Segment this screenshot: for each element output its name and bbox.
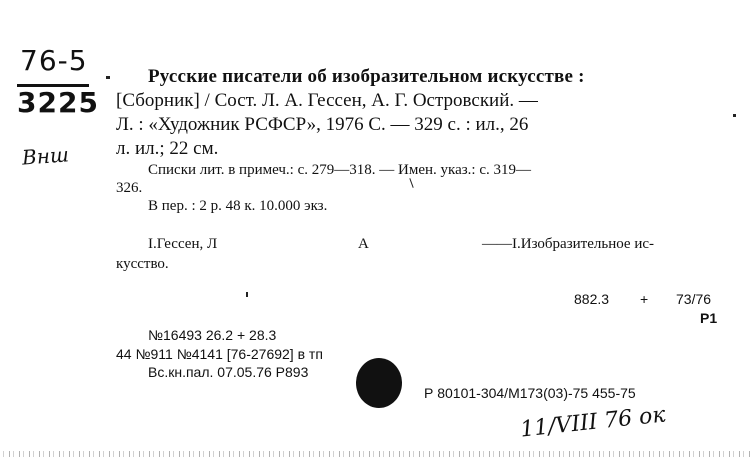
record-notes-1: Списки лит. в примеч.: с. 279—318. — Имен. указ.: с. 319— [148, 162, 531, 178]
record-title: Русские писатели об изобразительном искусстве : [148, 66, 585, 87]
stray-mark [106, 76, 110, 79]
tracing-subject-1: ——I.Изобразительное ис- [482, 236, 654, 252]
bbk-index: 73/76 [676, 291, 712, 307]
record-notes-2: 326. [116, 180, 143, 196]
tracing-name: I.Гессен, Л [148, 236, 218, 252]
tracing-subject-2: кусство. [116, 256, 169, 272]
catalog-code: Р 80101-304/М173(03)-75 455-75 [424, 385, 636, 401]
classification-plus: + [640, 291, 649, 307]
handwritten-date-note: 11/VIII 76 ок [519, 402, 667, 443]
p-code: Р1 [700, 310, 718, 326]
record-price: В пер. : 2 р. 48 к. 10.000 экз. [148, 198, 328, 214]
record-imprint: Л. : «Художник РСФСР», 1976 С. — 329 с. : ил., 26 [116, 114, 529, 135]
handwritten-location-mark: Внш [21, 142, 70, 170]
stray-mark [733, 114, 736, 117]
card-bottom-edge [0, 451, 750, 457]
udc-index: 882.3 [574, 291, 610, 307]
call-number-top: 76-5 [20, 44, 88, 77]
stray-mark [246, 292, 248, 297]
bottom-line-3: Вс.кн.пал. 07.05.76 Р893 [148, 364, 309, 380]
ink-blot [356, 358, 402, 408]
record-physical: л. ил.; 22 см. [116, 138, 219, 159]
tracing-initial: А [358, 236, 369, 252]
bottom-line-2: 44 №911 №4141 [76-27692] в тп [116, 346, 323, 362]
bottom-line-1: №16493 26.2 + 28.3 [148, 327, 277, 343]
record-responsibility: [Сборник] / Сост. Л. А. Гессен, А. Г. Островский. — [116, 90, 538, 111]
stray-mark [409, 178, 413, 188]
call-number-bottom: 3225 [17, 86, 99, 119]
